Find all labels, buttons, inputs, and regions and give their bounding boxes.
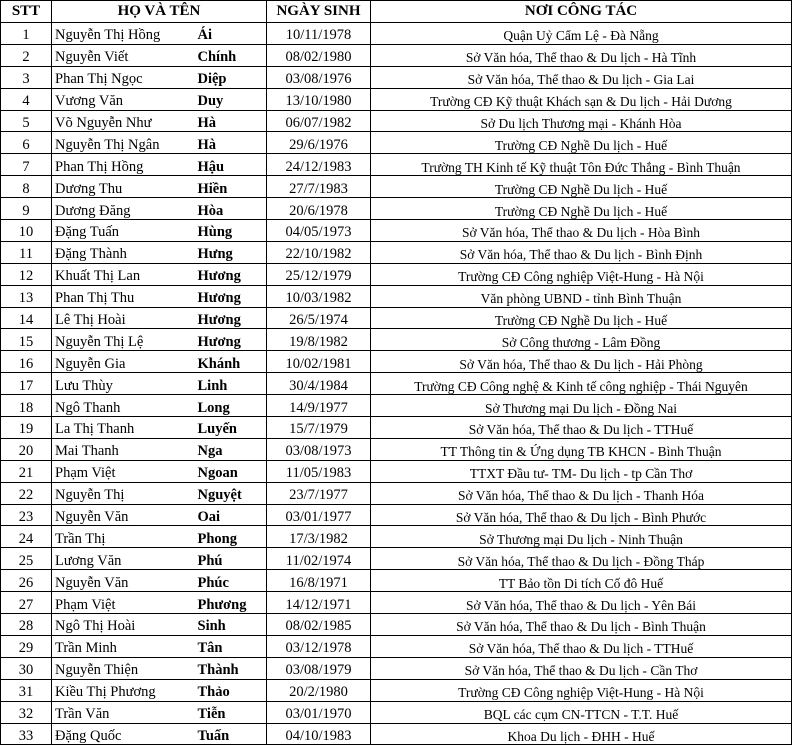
table-row xyxy=(1,351,792,373)
cell-stt: 13 xyxy=(1,285,52,307)
header-stt: STT xyxy=(1,1,52,23)
cell-noi-cong-tac: Trường CĐ Nghề Du lịch - Huế xyxy=(371,198,792,220)
cell-ten: Phú xyxy=(195,548,267,570)
cell-ho: Nguyễn Gia xyxy=(52,351,195,373)
cell-ten: Hà xyxy=(195,110,267,132)
table-row xyxy=(1,176,792,198)
cell-ho: Nguyễn Văn xyxy=(52,504,195,526)
cell-ngay-sinh: 26/5/1974 xyxy=(267,307,371,329)
cell-stt: 23 xyxy=(1,504,52,526)
cell-noi-cong-tac: Sở Văn hóa, Thể thao & Du lịch - Đồng Tháp xyxy=(371,548,792,570)
cell-ho: Phạm Việt xyxy=(52,460,195,482)
cell-stt: 19 xyxy=(1,417,52,439)
cell-ho: Lưu Thùy xyxy=(52,373,195,395)
cell-noi-cong-tac: Khoa Du lịch - ĐHH - Huế xyxy=(371,723,792,745)
cell-ngay-sinh: 03/01/1977 xyxy=(267,504,371,526)
cell-ten: Hà xyxy=(195,132,267,154)
cell-ho: Phan Thị Ngọc xyxy=(52,66,195,88)
cell-ten: Duy xyxy=(195,88,267,110)
cell-noi-cong-tac: Sở Văn hóa, Thể thao & Du lịch - TTHuế xyxy=(371,417,792,439)
cell-ngay-sinh: 13/10/1980 xyxy=(267,88,371,110)
table-row xyxy=(1,329,792,351)
cell-noi-cong-tac: Trường CĐ Nghề Du lịch - Huế xyxy=(371,176,792,198)
cell-ho: Kiều Thị Phương xyxy=(52,679,195,701)
cell-ngay-sinh: 06/07/1982 xyxy=(267,110,371,132)
cell-stt: 17 xyxy=(1,373,52,395)
cell-ngay-sinh: 10/02/1981 xyxy=(267,351,371,373)
table-row xyxy=(1,263,792,285)
header-noi-cong-tac: NƠI CÔNG TÁC xyxy=(371,1,792,23)
cell-stt: 2 xyxy=(1,44,52,66)
table-row xyxy=(1,482,792,504)
cell-stt: 27 xyxy=(1,592,52,614)
cell-ho: Nguyễn Viết xyxy=(52,44,195,66)
cell-noi-cong-tac: Trường CĐ Kỹ thuật Khách sạn & Du lịch - Hải Dương xyxy=(371,88,792,110)
cell-ten: Phúc xyxy=(195,570,267,592)
cell-ngay-sinh: 20/2/1980 xyxy=(267,679,371,701)
cell-ngay-sinh: 08/02/1985 xyxy=(267,614,371,636)
cell-noi-cong-tac: Sở Văn hóa, Thể thao & Du lịch - Hải Phòng xyxy=(371,351,792,373)
table-row xyxy=(1,132,792,154)
cell-noi-cong-tac: Sở Thương mại Du lịch - Đồng Nai xyxy=(371,395,792,417)
cell-ngay-sinh: 11/05/1983 xyxy=(267,460,371,482)
cell-stt: 25 xyxy=(1,548,52,570)
table-row xyxy=(1,592,792,614)
table-row xyxy=(1,110,792,132)
table-row xyxy=(1,373,792,395)
cell-stt: 28 xyxy=(1,614,52,636)
table-row xyxy=(1,395,792,417)
cell-stt: 9 xyxy=(1,198,52,220)
cell-ho: Trần Thị xyxy=(52,526,195,548)
cell-ten: Hậu xyxy=(195,154,267,176)
table-row xyxy=(1,723,792,745)
cell-ho: Phan Thị Thu xyxy=(52,285,195,307)
cell-ten: Phong xyxy=(195,526,267,548)
cell-ten: Hương xyxy=(195,329,267,351)
cell-stt: 14 xyxy=(1,307,52,329)
cell-ho: Phan Thị Hồng xyxy=(52,154,195,176)
cell-noi-cong-tac: TTXT Đầu tư- TM- Du lịch - tp Cần Thơ xyxy=(371,460,792,482)
cell-ho: La Thị Thanh xyxy=(52,417,195,439)
table-row xyxy=(1,460,792,482)
cell-ten: Khánh xyxy=(195,351,267,373)
cell-ngay-sinh: 16/8/1971 xyxy=(267,570,371,592)
cell-ho: Đặng Thành xyxy=(52,241,195,263)
cell-stt: 24 xyxy=(1,526,52,548)
cell-ngay-sinh: 30/4/1984 xyxy=(267,373,371,395)
cell-ngay-sinh: 03/01/1970 xyxy=(267,701,371,723)
cell-ho: Đặng Tuấn xyxy=(52,220,195,242)
table-row xyxy=(1,417,792,439)
cell-ten: Tuấn xyxy=(195,723,267,745)
table-row xyxy=(1,548,792,570)
cell-stt: 12 xyxy=(1,263,52,285)
cell-ten: Hiền xyxy=(195,176,267,198)
cell-stt: 3 xyxy=(1,66,52,88)
cell-ho: Nguyễn Thiện xyxy=(52,657,195,679)
cell-noi-cong-tac: Trường CĐ Công nghệ & Kinh tế công nghiệp - Thái Nguyên xyxy=(371,373,792,395)
cell-ten: Hương xyxy=(195,285,267,307)
cell-stt: 1 xyxy=(1,23,52,45)
cell-ten: Hưng xyxy=(195,241,267,263)
cell-ten: Hòa xyxy=(195,198,267,220)
cell-ten: Chính xyxy=(195,44,267,66)
cell-ten: Hương xyxy=(195,307,267,329)
table-row xyxy=(1,44,792,66)
cell-ho: Khuất Thị Lan xyxy=(52,263,195,285)
cell-ho: Trần Văn xyxy=(52,701,195,723)
table-row xyxy=(1,154,792,176)
cell-stt: 33 xyxy=(1,723,52,745)
cell-noi-cong-tac: Sở Văn hóa, Thể thao & Du lịch - Hà Tĩnh xyxy=(371,44,792,66)
cell-stt: 21 xyxy=(1,460,52,482)
cell-stt: 32 xyxy=(1,701,52,723)
cell-ngay-sinh: 20/6/1978 xyxy=(267,198,371,220)
cell-ngay-sinh: 27/7/1983 xyxy=(267,176,371,198)
cell-ten: Hùng xyxy=(195,220,267,242)
cell-ngay-sinh: 23/7/1977 xyxy=(267,482,371,504)
cell-ten: Diệp xyxy=(195,66,267,88)
cell-stt: 30 xyxy=(1,657,52,679)
cell-ten: Long xyxy=(195,395,267,417)
cell-stt: 26 xyxy=(1,570,52,592)
cell-stt: 8 xyxy=(1,176,52,198)
cell-ho: Dương Thu xyxy=(52,176,195,198)
cell-noi-cong-tac: Sở Văn hóa, Thể thao & Du lịch - Bình Phước xyxy=(371,504,792,526)
table-row xyxy=(1,23,792,45)
cell-ten: Ngoan xyxy=(195,460,267,482)
table-row xyxy=(1,198,792,220)
cell-ten: Nga xyxy=(195,438,267,460)
cell-ho: Nguyễn Thị Lệ xyxy=(52,329,195,351)
cell-noi-cong-tac: Sở Công thương - Lâm Đồng xyxy=(371,329,792,351)
cell-noi-cong-tac: Sở Văn hóa, Thể thao & Du lịch - Thanh Hóa xyxy=(371,482,792,504)
table-row xyxy=(1,701,792,723)
cell-ngay-sinh: 04/10/1983 xyxy=(267,723,371,745)
cell-stt: 5 xyxy=(1,110,52,132)
cell-noi-cong-tac: Sở Văn hóa, Thể thao & Du lịch - Cần Thơ xyxy=(371,657,792,679)
cell-ngay-sinh: 10/03/1982 xyxy=(267,285,371,307)
table-row xyxy=(1,657,792,679)
header-ho-va-ten: HỌ VÀ TÊN xyxy=(52,1,267,23)
cell-noi-cong-tac: Trường TH Kinh tế Kỹ thuật Tôn Đức Thắng - Bình Thuận xyxy=(371,154,792,176)
cell-ho: Ngô Thị Hoài xyxy=(52,614,195,636)
table-row xyxy=(1,635,792,657)
cell-ten: Oai xyxy=(195,504,267,526)
table-row xyxy=(1,241,792,263)
cell-noi-cong-tac: Trường CĐ Công nghiệp Việt-Hung - Hà Nội xyxy=(371,679,792,701)
cell-noi-cong-tac: Văn phòng UBND - tỉnh Bình Thuận xyxy=(371,285,792,307)
cell-ho: Đặng Quốc xyxy=(52,723,195,745)
cell-noi-cong-tac: Sở Văn hóa, Thể thao & Du lịch - Bình Định xyxy=(371,241,792,263)
cell-stt: 7 xyxy=(1,154,52,176)
cell-ten: Luyến xyxy=(195,417,267,439)
cell-noi-cong-tac: TT Thông tin & Ứng dụng TB KHCN - Bình Thuận xyxy=(371,438,792,460)
cell-ho: Phạm Việt xyxy=(52,592,195,614)
cell-ngay-sinh: 14/12/1971 xyxy=(267,592,371,614)
table-body xyxy=(1,23,792,745)
cell-ho: Lương Văn xyxy=(52,548,195,570)
table-row xyxy=(1,438,792,460)
cell-stt: 15 xyxy=(1,329,52,351)
cell-ngay-sinh: 29/6/1976 xyxy=(267,132,371,154)
cell-ten: Sinh xyxy=(195,614,267,636)
cell-noi-cong-tac: Sở Du lịch Thương mại - Khánh Hòa xyxy=(371,110,792,132)
table-row xyxy=(1,285,792,307)
cell-ten: Tiễn xyxy=(195,701,267,723)
cell-noi-cong-tac: Trường CĐ Nghề Du lịch - Huế xyxy=(371,132,792,154)
cell-stt: 11 xyxy=(1,241,52,263)
cell-ten: Tân xyxy=(195,635,267,657)
cell-ho: Vương Văn xyxy=(52,88,195,110)
cell-ho: Nguyễn Thị Hồng xyxy=(52,23,195,45)
table-row xyxy=(1,88,792,110)
cell-ho: Dương Đăng xyxy=(52,198,195,220)
cell-ngay-sinh: 03/12/1978 xyxy=(267,635,371,657)
cell-ngay-sinh: 14/9/1977 xyxy=(267,395,371,417)
cell-noi-cong-tac: Sở Văn hóa, Thể thao & Du lịch - Gia Lai xyxy=(371,66,792,88)
cell-ngay-sinh: 22/10/1982 xyxy=(267,241,371,263)
table-row xyxy=(1,614,792,636)
cell-ngay-sinh: 24/12/1983 xyxy=(267,154,371,176)
cell-noi-cong-tac: TT Bảo tồn Di tích Cố đô Huế xyxy=(371,570,792,592)
cell-stt: 29 xyxy=(1,635,52,657)
header-row xyxy=(1,1,792,23)
table-row xyxy=(1,504,792,526)
header-ngay-sinh: NGÀY SINH xyxy=(267,1,371,23)
cell-ten: Linh xyxy=(195,373,267,395)
cell-noi-cong-tac: Sở Văn hóa, Thể thao & Du lịch - Hòa Bình xyxy=(371,220,792,242)
cell-ho: Ngô Thanh xyxy=(52,395,195,417)
cell-noi-cong-tac: Sở Văn hóa, Thể thao & Du lịch - Yên Bái xyxy=(371,592,792,614)
cell-ten: Ái xyxy=(195,23,267,45)
cell-noi-cong-tac: Trường CĐ Công nghiệp Việt-Hung - Hà Nội xyxy=(371,263,792,285)
cell-ngay-sinh: 15/7/1979 xyxy=(267,417,371,439)
table-row xyxy=(1,679,792,701)
cell-stt: 16 xyxy=(1,351,52,373)
cell-ngay-sinh: 08/02/1980 xyxy=(267,44,371,66)
cell-stt: 20 xyxy=(1,438,52,460)
cell-ngay-sinh: 03/08/1973 xyxy=(267,438,371,460)
table-row xyxy=(1,66,792,88)
cell-stt: 4 xyxy=(1,88,52,110)
cell-ngay-sinh: 11/02/1974 xyxy=(267,548,371,570)
cell-noi-cong-tac: Sở Văn hóa, Thể thao & Du lịch - TTHuế xyxy=(371,635,792,657)
cell-ten: Thành xyxy=(195,657,267,679)
cell-ho: Mai Thanh xyxy=(52,438,195,460)
table-row xyxy=(1,526,792,548)
cell-stt: 18 xyxy=(1,395,52,417)
cell-stt: 10 xyxy=(1,220,52,242)
table-row xyxy=(1,570,792,592)
cell-noi-cong-tac: Sở Thương mại Du lịch - Ninh Thuận xyxy=(371,526,792,548)
cell-noi-cong-tac: Quận Uỷ Cẩm Lệ - Đà Nẵng xyxy=(371,23,792,45)
cell-ten: Thảo xyxy=(195,679,267,701)
cell-ngay-sinh: 03/08/1976 xyxy=(267,66,371,88)
table-row xyxy=(1,307,792,329)
cell-ho: Nguyễn Văn xyxy=(52,570,195,592)
cell-ngay-sinh: 04/05/1973 xyxy=(267,220,371,242)
cell-ngay-sinh: 25/12/1979 xyxy=(267,263,371,285)
cell-stt: 31 xyxy=(1,679,52,701)
cell-ho: Võ Nguyễn Như xyxy=(52,110,195,132)
cell-ten: Hương xyxy=(195,263,267,285)
table-row xyxy=(1,220,792,242)
cell-stt: 6 xyxy=(1,132,52,154)
cell-stt: 22 xyxy=(1,482,52,504)
cell-ho: Lê Thị Hoài xyxy=(52,307,195,329)
cell-ho: Nguyễn Thị Ngân xyxy=(52,132,195,154)
cell-noi-cong-tac: Sở Văn hóa, Thể thao & Du lịch - Bình Thuận xyxy=(371,614,792,636)
cell-ngay-sinh: 17/3/1982 xyxy=(267,526,371,548)
cell-ho: Nguyễn Thị xyxy=(52,482,195,504)
cell-ho: Trần Minh xyxy=(52,635,195,657)
cell-ten: Phương xyxy=(195,592,267,614)
cell-noi-cong-tac: Trường CĐ Nghề Du lịch - Huế xyxy=(371,307,792,329)
cell-noi-cong-tac: BQL các cụm CN-TTCN - T.T. Huế xyxy=(371,701,792,723)
cell-ngay-sinh: 10/11/1978 xyxy=(267,23,371,45)
cell-ten: Nguyệt xyxy=(195,482,267,504)
cell-ngay-sinh: 19/8/1982 xyxy=(267,329,371,351)
cell-ngay-sinh: 03/08/1979 xyxy=(267,657,371,679)
